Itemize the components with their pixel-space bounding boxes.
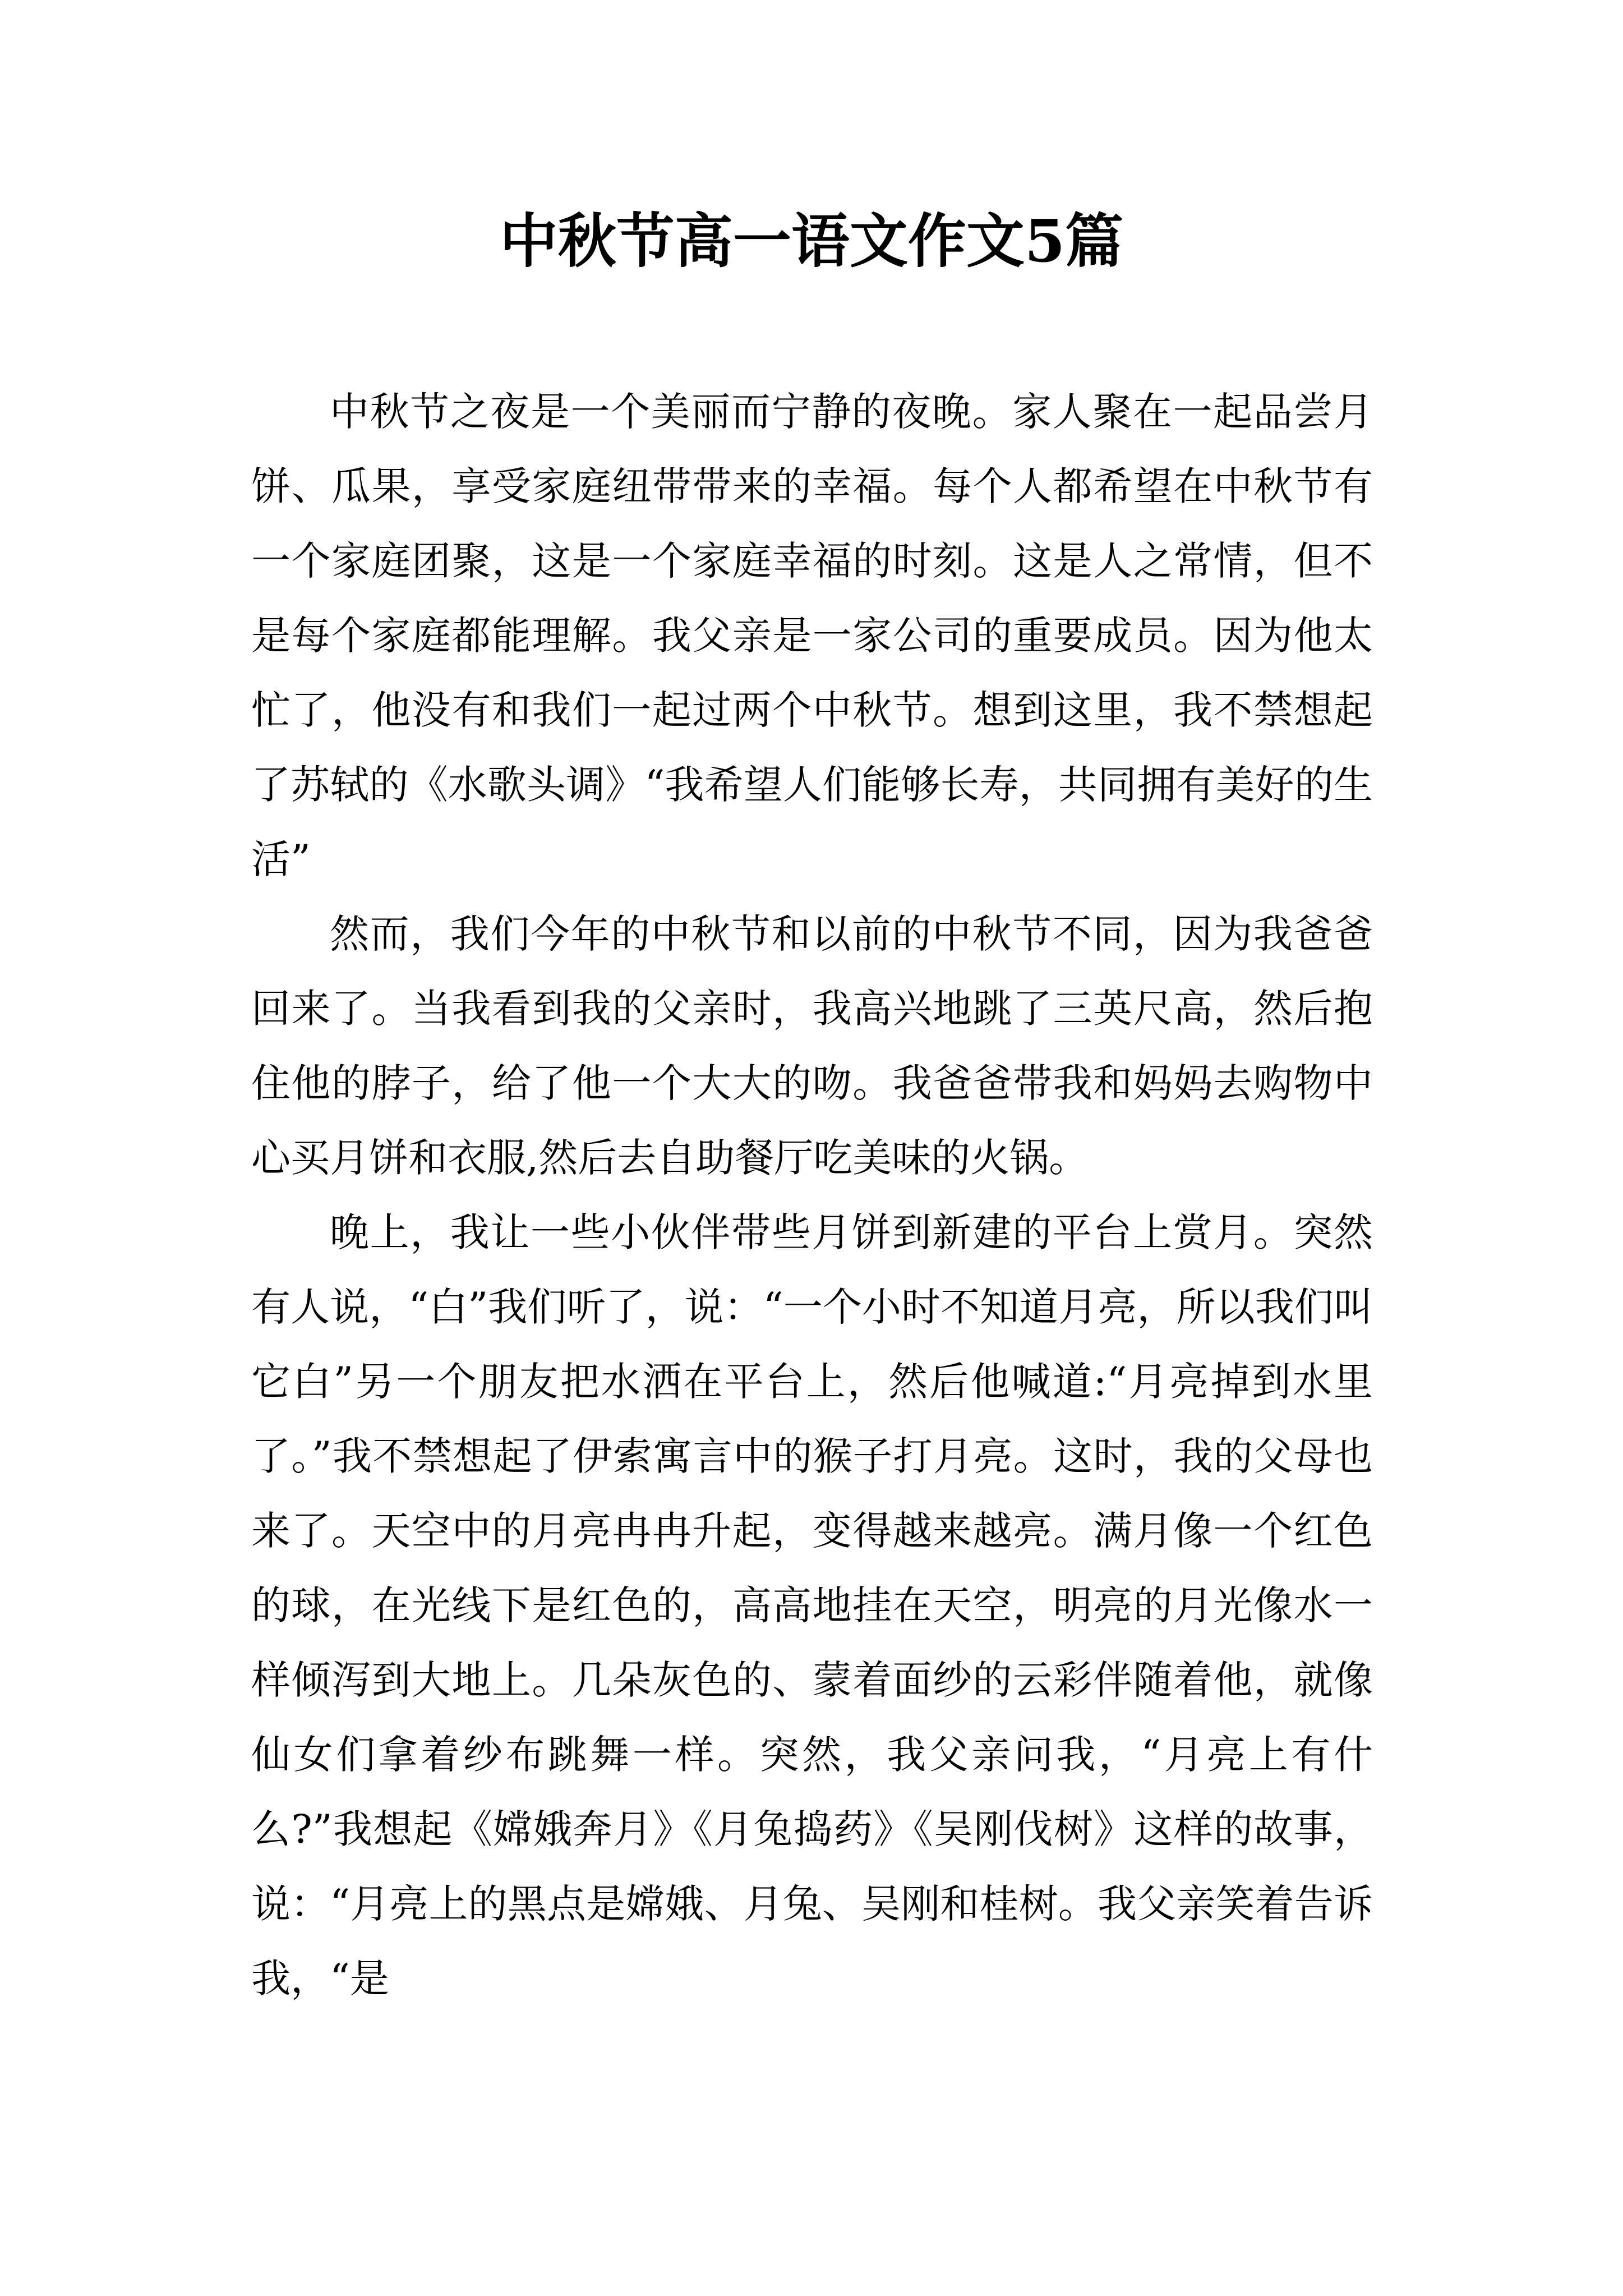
document-body	[251, 375, 1373, 2016]
paragraph: 然而，我们今年的中秋节和以前的中秋节不同，因为我爸爸回来了。当我看到我的父亲时，我高兴地跳了三英尺高，然后抱住他的脖子，给了他一个大大的吻。我爸爸带我和妈妈去购物中心买月饼和衣服,然后去自助餐厅吃美味的火锅。	[251, 911, 1373, 1181]
paragraph: 晚上，我让一些小伙伴带些月饼到新建的平台上赏月。突然有人说，“白”我们听了，说：“一个小时不知道月亮，所以我们叫它白”另一个朋友把水洒在平台上，然后他喊道:“月亮掉到水里了。”我不禁想起了伊索寓言中的猴子打月亮。这时，我的父母也来了。天空中的月亮冉冉升起，变得越来越亮。满月像一个红色的球，在光线下是红色的，高高地挂在天空，明亮的月光像水一样倾泻到大地上。几朵灰色的、蒙着面纱的云彩伴随着他，就像仙女们拿着纱布跳舞一样。突然，我父亲问我，“月亮上有什么?”我想起《嫦娥奔月》《月兔捣药》《吴刚伐树》这样的故事，说：“月亮上的黑点是嫦娥、月兔、吴刚和桂树。我父亲笑着告诉我，“是	[251, 1209, 1373, 2001]
document-title: 中秋节高一语文作文5篇	[499, 206, 1124, 275]
paragraph: 中秋节之夜是一个美丽而宁静的夜晚。家人聚在一起品尝月饼、瓜果，享受家庭纽带带来的幸福。每个人都希望在中秋节有一个家庭团聚，这是一个家庭幸福的时刻。这是人之常情，但不是每个家庭都能理解。我父亲是一家公司的重要成员。因为他太忙了，他没有和我们一起过两个中秋节。想到这里，我不禁想起了苏轼的《水歌头调》“我希望人们能够长寿，共同拥有美好的生活”	[251, 389, 1373, 882]
